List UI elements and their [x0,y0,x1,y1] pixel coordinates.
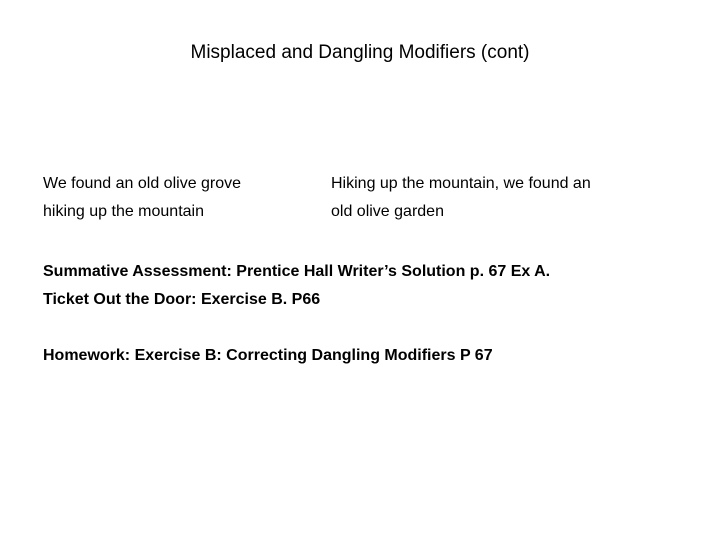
example-line: old olive garden [331,203,444,220]
example-line: hiking up the mountain [43,203,204,220]
homework-text: Homework: Exercise B: Correcting Dangling Modifiers P 67 [43,347,493,364]
example-line: We found an old olive grove [43,175,242,192]
corrected-modifier-example [331,170,651,226]
slide-title: Misplaced and Dangling Modifiers (cont) [190,42,530,63]
ticket-out-text: Ticket Out the Door: Exercise B. P66 [43,291,321,308]
summative-assessment-text: Summative Assessment: Prentice Hall Writer’s Solution p. 67 Ex A. [43,263,551,280]
misplaced-modifier-example [43,170,283,226]
example-line: Hiking up the mountain, we found an [331,175,591,192]
assessment-notes [43,258,683,314]
